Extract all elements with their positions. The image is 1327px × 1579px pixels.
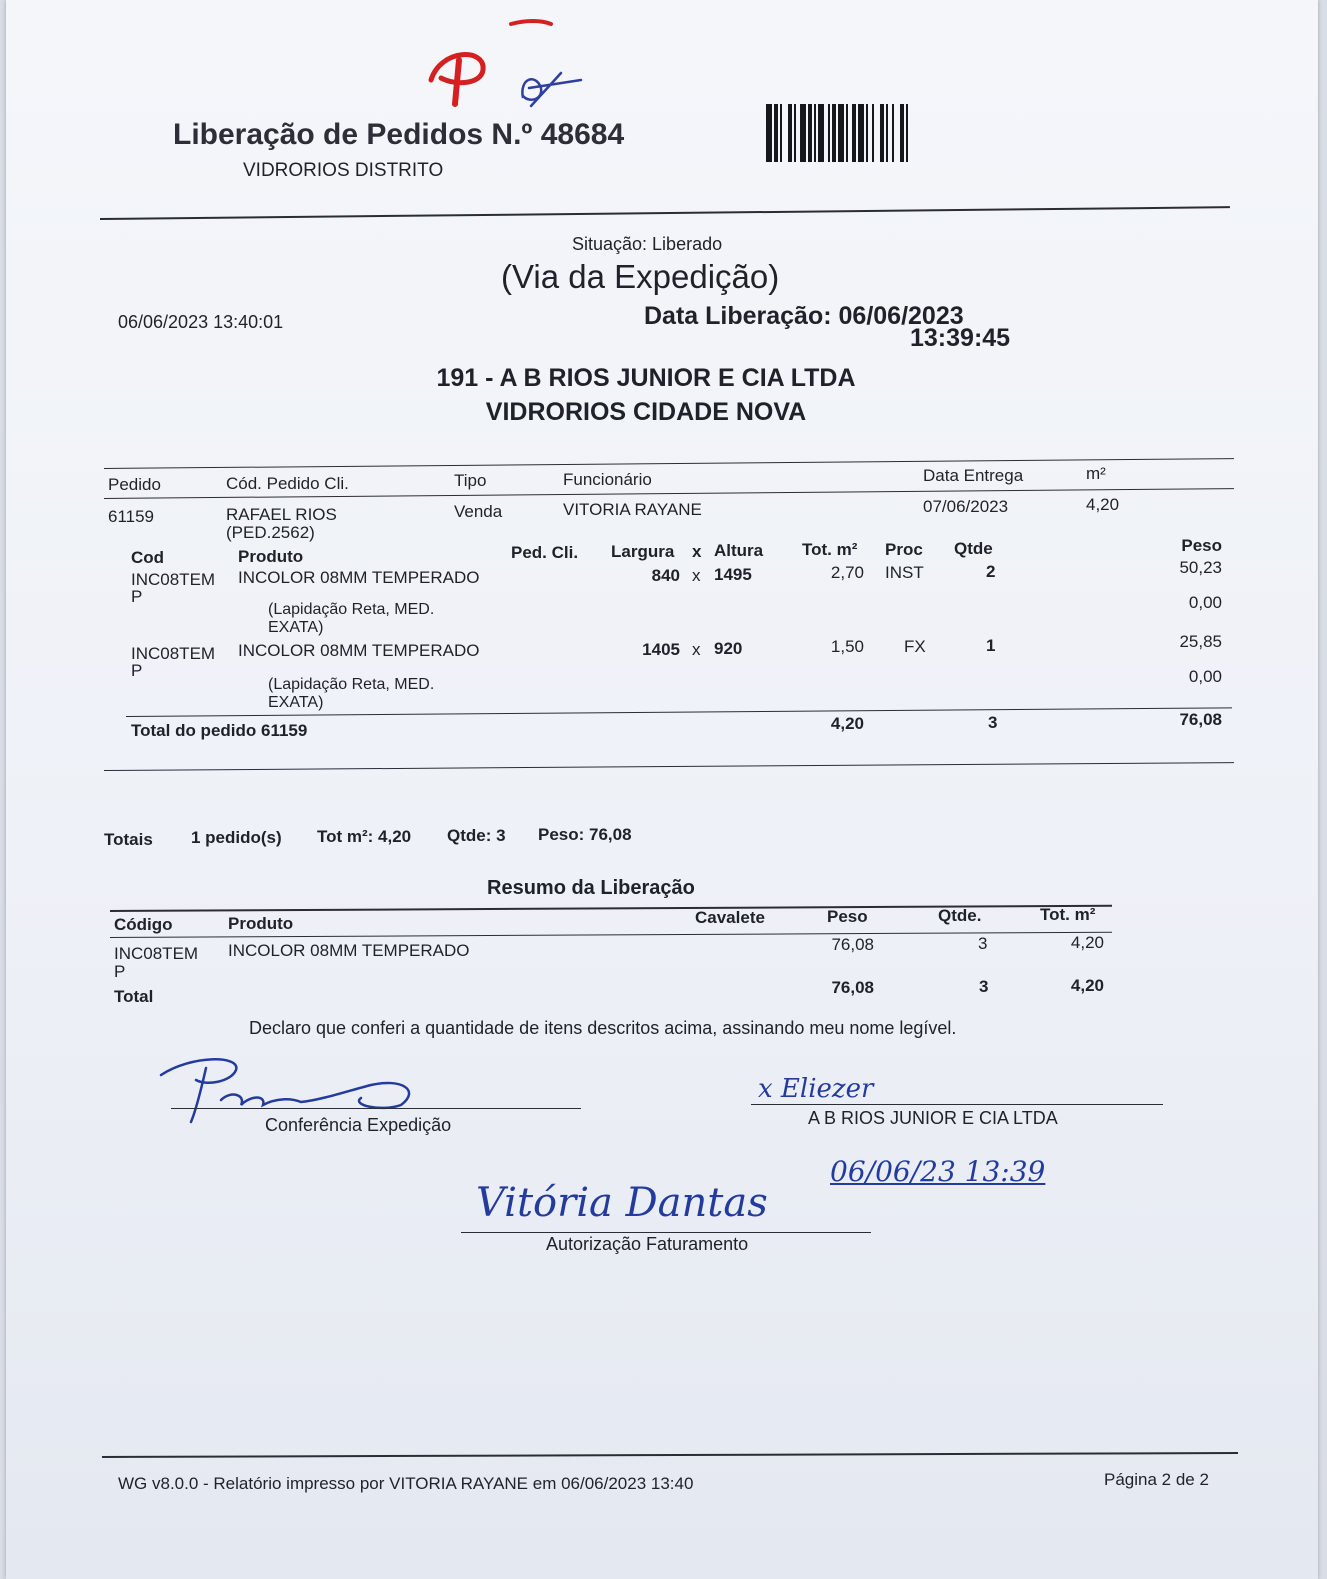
item-header-peso: Peso bbox=[1181, 536, 1222, 555]
summary-code-suffix: P bbox=[114, 962, 126, 981]
item-code: INC08TEM bbox=[131, 570, 216, 589]
copy-type: (Via da Expedição) bbox=[501, 258, 780, 295]
summary-total-qty: 3 bbox=[979, 977, 989, 996]
summary-header-qtde: Qtde. bbox=[938, 906, 982, 925]
divider bbox=[100, 206, 1230, 220]
footer-printed-by: WG v8.0.0 - Relatório impresso por VITORIA RAYANE em 06/06/2023 13:40 bbox=[118, 1474, 694, 1493]
item-width: 840 bbox=[651, 566, 680, 585]
item-header-x: x bbox=[692, 542, 702, 561]
order-total-weight: 76,08 bbox=[1179, 710, 1222, 729]
totals-qty: Qtde: 3 bbox=[447, 826, 506, 845]
item-note-cont: EXATA) bbox=[268, 694, 324, 711]
signature-label-client: A B RIOS JUNIOR E CIA LTDA bbox=[808, 1108, 1058, 1128]
handwritten-datetime: 06/06/23 13:39 bbox=[830, 1155, 1046, 1188]
item-tot-m2: 1,50 bbox=[830, 637, 864, 656]
item-proc: FX bbox=[904, 637, 926, 656]
summary-total-label: Total bbox=[114, 987, 154, 1006]
document-page bbox=[6, 0, 1318, 1579]
item-qty: 1 bbox=[986, 636, 996, 655]
table-top-line bbox=[104, 458, 1234, 469]
document-title: Liberação de Pedidos N.º 48684 bbox=[173, 118, 625, 151]
col-header-pedido: Pedido bbox=[108, 475, 161, 494]
col-header-funcionario: Funcionário bbox=[563, 470, 652, 489]
totals-m2: Tot m²: 4,20 bbox=[317, 827, 412, 846]
order-type: Venda bbox=[454, 502, 503, 521]
signature-line-client bbox=[751, 1104, 1163, 1105]
summary-code: INC08TEM bbox=[114, 944, 199, 963]
summary-header-produto: Produto bbox=[228, 914, 294, 933]
handwritten-p-mark bbox=[411, 18, 591, 118]
totals-orders: 1 pedido(s) bbox=[191, 828, 282, 847]
summary-product: INCOLOR 08MM TEMPERADO bbox=[228, 941, 470, 960]
summary-total-weight: 76,08 bbox=[831, 978, 874, 997]
item-product: INCOLOR 08MM TEMPERADO bbox=[238, 568, 480, 587]
printed-timestamp: 06/06/2023 13:40:01 bbox=[118, 312, 284, 332]
barcode-icon bbox=[766, 104, 966, 162]
release-date: 06/06/2023 bbox=[838, 302, 964, 330]
signature-line-conferencia bbox=[171, 1108, 581, 1109]
release-date-label: Data Liberação: 06/06/2023 bbox=[644, 302, 964, 330]
item-note: (Lapidação Reta, MED. bbox=[268, 676, 435, 693]
customer-name: 191 - A B RIOS JUNIOR E CIA LTDA bbox=[436, 364, 856, 392]
order-employee: VITORIA RAYANE bbox=[563, 500, 702, 519]
item-note: (Lapidação Reta, MED. bbox=[268, 601, 435, 618]
summary-qty: 3 bbox=[978, 934, 988, 953]
summary-header-cavalete: Cavalete bbox=[695, 908, 765, 927]
delivery-date: 07/06/2023 bbox=[923, 497, 1009, 516]
item-note-cont: EXATA) bbox=[268, 619, 324, 636]
item-height: 920 bbox=[714, 639, 743, 658]
declaration-text: Declaro que conferi a quantidade de itens descritos acima, assinando meu nome legível. bbox=[249, 1018, 957, 1038]
signature-autorizacao-handwritten: Vitória Dantas bbox=[476, 1180, 768, 1226]
order-number: 61159 bbox=[108, 507, 155, 526]
item-header-ped-cli: Ped. Cli. bbox=[511, 543, 579, 562]
totals-label: Totais bbox=[104, 830, 153, 849]
item-header-proc: Proc bbox=[885, 540, 923, 559]
item-height: 1495 bbox=[714, 565, 752, 584]
footer-page-number: Página 2 de 2 bbox=[1104, 1470, 1209, 1489]
signature-line-autorizacao bbox=[461, 1232, 871, 1233]
table-bottom-line bbox=[104, 762, 1234, 771]
status-text: Situação: Liberado bbox=[572, 234, 723, 254]
summary-total-m2: 4,20 bbox=[1070, 976, 1104, 995]
order-m2: 4,20 bbox=[1086, 495, 1120, 514]
item-code: INC08TEM bbox=[131, 644, 216, 663]
client-order-code: RAFAEL RIOS bbox=[226, 505, 337, 524]
item-product: INCOLOR 08MM TEMPERADO bbox=[238, 641, 480, 660]
summary-title: Resumo da Liberação bbox=[487, 877, 695, 899]
item-code-suffix: P bbox=[131, 587, 143, 606]
release-time: 13:39:45 bbox=[910, 324, 1011, 352]
item-header-cod: Cod bbox=[131, 548, 165, 567]
item-qty: 2 bbox=[986, 562, 996, 581]
item-x: x bbox=[692, 640, 701, 659]
item-header-produto: Produto bbox=[238, 547, 304, 566]
item-weight: 50,23 bbox=[1179, 558, 1222, 577]
summary-header-tot-m2: Tot. m² bbox=[1040, 905, 1096, 924]
item-header-largura: Largura bbox=[611, 542, 675, 561]
col-header-m2: m² bbox=[1086, 464, 1106, 483]
item-note-weight: 0,00 bbox=[1188, 667, 1222, 686]
item-header-qtde: Qtde bbox=[954, 539, 993, 558]
summary-header-codigo: Código bbox=[114, 915, 173, 934]
order-total-label: Total do pedido 61159 bbox=[131, 721, 308, 740]
footer-line bbox=[102, 1452, 1238, 1458]
col-header-data-entrega: Data Entrega bbox=[923, 466, 1024, 485]
company-name: VIDRORIOS DISTRITO bbox=[243, 160, 444, 181]
item-header-tot-m2: Tot. m² bbox=[802, 540, 858, 559]
client-order-code-ref: (PED.2562) bbox=[226, 523, 315, 542]
item-width: 1405 bbox=[642, 640, 680, 659]
item-tot-m2: 2,70 bbox=[830, 563, 864, 582]
signature-label-conferencia: Conferência Expedição bbox=[265, 1115, 452, 1135]
totals-weight: Peso: 76,08 bbox=[538, 825, 632, 844]
order-total-m2: 4,20 bbox=[830, 714, 864, 733]
col-header-tipo: Tipo bbox=[454, 471, 487, 490]
summary-header-peso: Peso bbox=[827, 907, 868, 926]
item-header-altura: Altura bbox=[714, 541, 764, 560]
item-proc: INST bbox=[885, 563, 924, 582]
item-x: x bbox=[692, 566, 701, 585]
item-weight: 25,85 bbox=[1179, 632, 1222, 651]
signature-client-handwritten: x Eliezer bbox=[758, 1074, 874, 1104]
item-code-suffix: P bbox=[131, 661, 143, 680]
order-total-qty: 3 bbox=[988, 713, 998, 732]
summary-weight: 76,08 bbox=[831, 935, 874, 954]
customer-branch: VIDRORIOS CIDADE NOVA bbox=[485, 398, 807, 426]
col-header-cod-cli: Cód. Pedido Cli. bbox=[226, 474, 349, 493]
item-note-weight: 0,00 bbox=[1188, 593, 1222, 612]
signature-label-autorizacao: Autorização Faturamento bbox=[546, 1234, 749, 1254]
summary-m2: 4,20 bbox=[1070, 933, 1104, 952]
